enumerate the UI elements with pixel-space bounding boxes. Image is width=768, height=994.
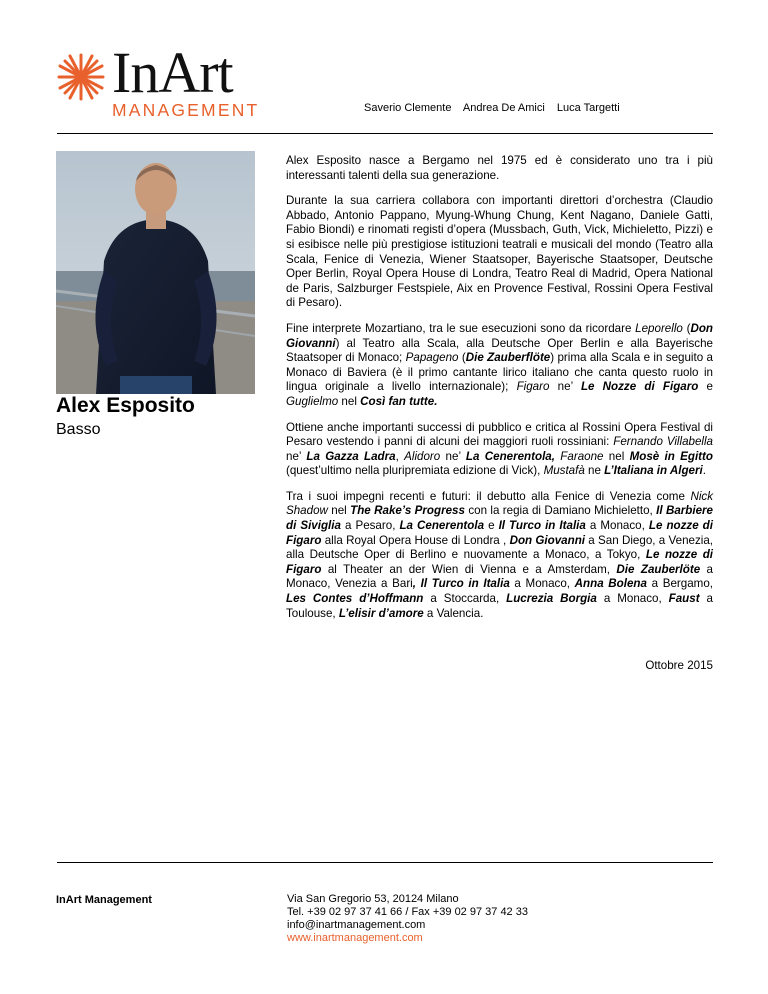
staff-names bbox=[364, 102, 629, 114]
footer-website-link[interactable]: www.inartmanagement.com bbox=[287, 932, 423, 944]
footer-address: Via San Gregorio 53, 20124 Milano bbox=[287, 893, 459, 905]
text-run: , bbox=[395, 449, 405, 463]
text-run: Fine interprete Mozartiano, tra le sue esecuzioni sono da ricordare bbox=[286, 321, 636, 335]
document-date: Ottobre 2015 bbox=[645, 659, 713, 672]
opera-title: Les Contes d’Hoffmann bbox=[286, 592, 424, 606]
text-run: a Monaco, bbox=[585, 519, 649, 533]
opera-title: The Rake’s Progress bbox=[350, 504, 465, 518]
opera-title: Il Barbiere di Siviglia bbox=[286, 504, 714, 533]
staff-name: Saverio Clemente bbox=[364, 102, 452, 114]
opera-title: La Cenerentola, bbox=[465, 449, 555, 463]
role-name: Figaro bbox=[516, 380, 550, 394]
text-run: ) al Teatro alla Scala, alla Deutsche Oper Berlin e alla Bayerische Staatsoper di Monaco; bbox=[286, 336, 713, 365]
role-name: Papageno bbox=[405, 351, 459, 365]
bio-paragraph bbox=[286, 421, 713, 479]
artist-voice-type: Basso bbox=[56, 421, 101, 438]
inart-logo bbox=[56, 40, 266, 122]
logo-subtitle: MANAGEMENT bbox=[112, 100, 260, 120]
opera-title: Le nozze di Figaro bbox=[286, 519, 713, 547]
footer-divider bbox=[57, 862, 713, 863]
text-run: a Bergamo, bbox=[646, 577, 713, 591]
text-run: a Monaco, bbox=[509, 577, 575, 591]
footer-company: InArt Management bbox=[56, 894, 152, 906]
text-run: . bbox=[702, 464, 706, 478]
opera-title: L’elisir d’amore bbox=[338, 606, 424, 620]
logo-wordmark: InArt bbox=[112, 40, 233, 105]
opera-title: Così fan tutte. bbox=[360, 394, 438, 408]
opera-title: La Cenerentola bbox=[399, 519, 485, 533]
text-run: a San Diego, a Venezia, alla Deutsche Oper di Berlino e nuovamente a Monaco, a Tokyo, bbox=[286, 533, 714, 562]
asterisk-star-icon bbox=[56, 52, 106, 102]
footer-contact bbox=[287, 893, 528, 945]
text-run: a Pesaro, bbox=[340, 519, 400, 533]
text-run: (quest’ultimo nella pluripremiata edizione di Vick), bbox=[286, 464, 544, 478]
role-name: Leporello bbox=[635, 321, 683, 335]
opera-title: Don Giovanni bbox=[286, 321, 713, 350]
text-run: ne’ bbox=[440, 449, 466, 463]
text-run: ne’ bbox=[549, 380, 581, 394]
role-name: Nick Shadow bbox=[286, 489, 713, 518]
opera-title: Le nozze di Figaro bbox=[286, 548, 714, 576]
opera-title: Faust bbox=[668, 592, 700, 606]
text-run: Ottiene anche importanti successi di pubblico e critica al Rossini Opera Festival di Pesaro vestendo i panni di alcuni dei maggiori ruoli rossiniani: bbox=[286, 420, 713, 449]
bio-paragraph bbox=[286, 322, 713, 410]
opera-title: , Il Turco in Italia bbox=[412, 577, 510, 591]
opera-title: Lucrezia Borgia bbox=[506, 592, 597, 606]
role-name: Mustafà bbox=[543, 464, 585, 478]
text-run: nel bbox=[338, 394, 361, 408]
opera-title: Die Zauberflöte bbox=[465, 351, 551, 365]
text-run: alla Royal Opera House di Londra , bbox=[321, 533, 510, 547]
artist-photo bbox=[56, 151, 255, 394]
opera-title: Don Giovanni bbox=[509, 533, 586, 547]
biography bbox=[286, 154, 713, 632]
text-run: al Theater an der Wien di Vienna e a Amsterdam, bbox=[321, 562, 617, 576]
opera-title: L’Italiana in Algeri bbox=[604, 464, 703, 478]
text-run: a Toulouse, bbox=[286, 592, 713, 620]
text-run: ne bbox=[584, 464, 605, 478]
header-divider bbox=[57, 133, 713, 134]
opera-title: Anna Bolena bbox=[574, 577, 647, 591]
text-run: ne’ bbox=[286, 449, 307, 463]
text-run: a Monaco, bbox=[596, 592, 669, 606]
text-run: ( bbox=[682, 321, 691, 335]
text-run: a Stoccarda, bbox=[423, 592, 507, 606]
staff-name: Luca Targetti bbox=[556, 102, 620, 114]
text-run: nel bbox=[603, 449, 630, 463]
footer-email[interactable]: info@inartmanagement.com bbox=[287, 919, 426, 931]
role-name: Faraone bbox=[560, 449, 604, 463]
text-run: e bbox=[698, 380, 714, 394]
role-name: Fernando Villabella bbox=[613, 435, 714, 449]
role-name: Alidoro bbox=[404, 449, 441, 463]
bio-paragraph bbox=[286, 490, 713, 621]
opera-title: La Gazza Ladra bbox=[306, 449, 396, 463]
bio-paragraph: Alex Esposito nasce a Bergamo nel 1975 ed è considerato uno tra i più interessanti talenti della sua generazione. bbox=[286, 154, 713, 182]
footer-phone: Tel. +39 02 97 37 41 66 / Fax +39 02 97 37 42 33 bbox=[287, 906, 528, 918]
bio-paragraph: Durante la sua carriera collabora con importanti direttori d’orchestra (Claudio Abbado, Antonio Pappano, Myung-Whung Chung, Kent Nagano, Daniele Gatti, Fabio Biondi) e rinomati registi d’opera (Mussbach, Guth, Vick, Michieletto, Pizzi) e si esibisce nelle più prestigiose istituzioni teatrali e musicali del mondo (Teatro alla Scala, Fenice di Venezia, Wiener Staatsoper, Bayerische Staatsoper, Deutsche Oper Berlin, Royal Opera House di Londra, Teatro Real di Madrid, Opera National de Paris, Salzburger Festspiele, Aix en Provence Festival, Rossini Opera Festival di Pesaro). bbox=[286, 194, 713, 310]
text-run: ( bbox=[458, 351, 466, 365]
text-run: a Monaco, Venezia a Bari bbox=[286, 562, 713, 591]
text-run: a Valencia. bbox=[423, 606, 484, 620]
opera-title: Mosè in Egitto bbox=[629, 449, 713, 463]
text-run: e bbox=[484, 519, 499, 533]
opera-title: Le Nozze di Figaro bbox=[580, 380, 699, 394]
text-run: ) prima alla Scala e in seguito a Monaco di Baviera (è il primo cantante lirico italiano che canta questo ruolo in lingua originale a livello internazionale); bbox=[286, 351, 713, 394]
opera-title: Die Zauberlöte bbox=[616, 562, 701, 576]
text-run: Tra i suoi impegni recenti e futuri: il debutto alla Fenice di Venezia come bbox=[286, 489, 691, 503]
text-run: nel bbox=[327, 504, 351, 518]
staff-name: Andrea De Amici bbox=[462, 102, 545, 114]
opera-title: Il Turco in Italia bbox=[498, 519, 586, 533]
artist-name: Alex Esposito bbox=[56, 394, 195, 417]
role-name: Guglielmo bbox=[286, 394, 339, 408]
text-run: con la regia di Damiano Michieletto, bbox=[464, 504, 657, 518]
